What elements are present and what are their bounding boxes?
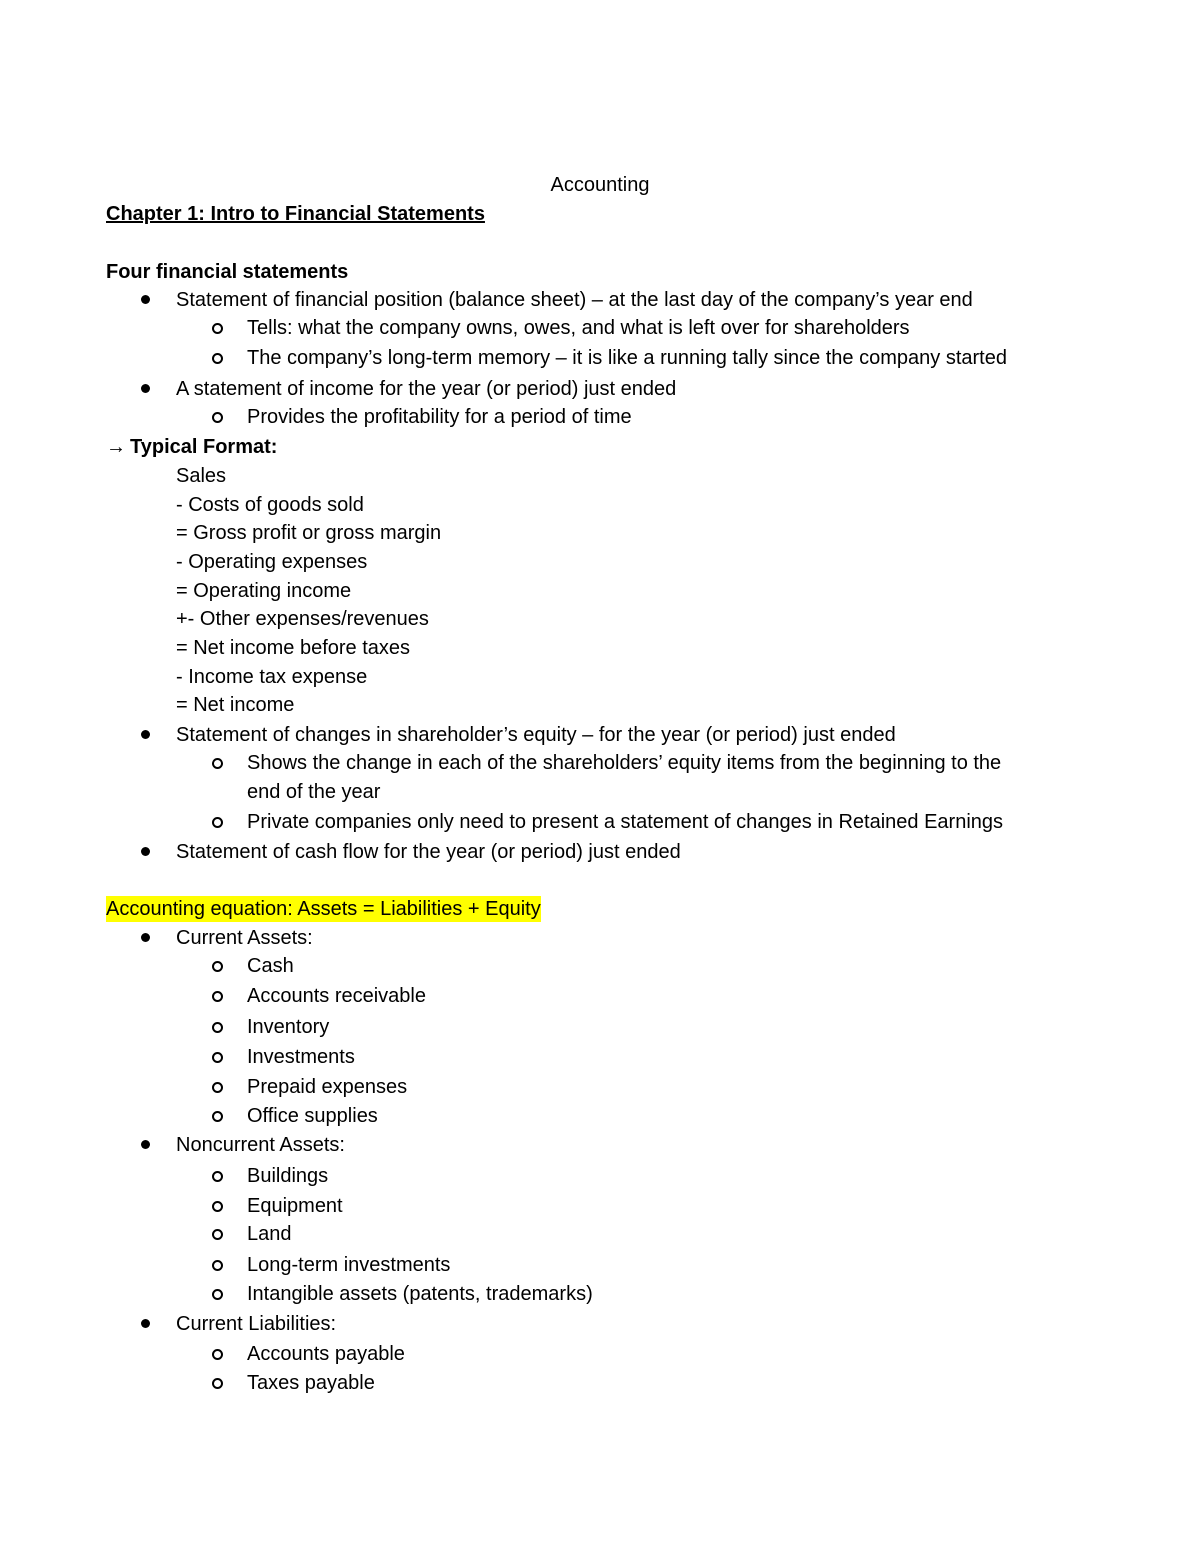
circle-bullet-icon	[212, 1111, 223, 1122]
circle-bullet-icon	[212, 1260, 223, 1271]
list-item: The company’s long-term memory – it is like a running tally since the company started	[247, 347, 1007, 369]
format-line: Sales	[176, 465, 227, 487]
current-liabilities-label: Current Liabilities:	[176, 1313, 337, 1335]
bullet-icon	[141, 847, 150, 856]
list-item: Equipment	[247, 1195, 343, 1217]
bullet-icon	[141, 1319, 150, 1328]
circle-bullet-icon	[212, 817, 223, 828]
format-line: +- Other expenses/revenues	[176, 608, 429, 630]
circle-bullet-icon	[212, 991, 223, 1002]
list-item: Statement of cash flow for the year (or period) just ended	[176, 841, 681, 863]
circle-bullet-icon	[212, 758, 223, 769]
bullet-icon	[141, 933, 150, 942]
list-item: Taxes payable	[247, 1372, 375, 1394]
circle-bullet-icon	[212, 1289, 223, 1300]
bullet-icon	[141, 1140, 150, 1149]
equation-heading: Accounting equation: Assets = Liabilities + Equity	[106, 898, 541, 920]
circle-bullet-icon	[212, 1082, 223, 1093]
circle-bullet-icon	[212, 1378, 223, 1389]
list-item: Cash	[247, 955, 294, 977]
list-item: Land	[247, 1223, 292, 1245]
format-line: - Income tax expense	[176, 666, 368, 688]
list-item: Buildings	[247, 1165, 329, 1187]
list-item: Provides the profitability for a period of time	[247, 406, 632, 428]
document-title: Accounting	[550, 174, 650, 196]
noncurrent-assets-label: Noncurrent Assets:	[176, 1134, 345, 1156]
chapter-heading: Chapter 1: Intro to Financial Statements	[106, 203, 485, 225]
circle-bullet-icon	[212, 353, 223, 364]
circle-bullet-icon	[212, 412, 223, 423]
circle-bullet-icon	[212, 1052, 223, 1063]
list-item: Intangible assets (patents, trademarks)	[247, 1283, 593, 1305]
bullet-icon	[141, 295, 150, 304]
list-item: Accounts payable	[247, 1343, 405, 1365]
list-item-continuation: end of the year	[247, 781, 381, 803]
circle-bullet-icon	[212, 1229, 223, 1240]
format-line: = Net income	[176, 694, 295, 716]
list-item: Statement of financial position (balance sheet) – at the last day of the company’s year end	[176, 289, 973, 311]
list-item: Statement of changes in shareholder’s equity – for the year (or period) just ended	[176, 724, 896, 746]
list-item: Investments	[247, 1046, 355, 1068]
section-heading: Four financial statements	[106, 261, 349, 283]
format-line: = Gross profit or gross margin	[176, 522, 442, 544]
format-line: = Net income before taxes	[176, 637, 411, 659]
circle-bullet-icon	[212, 1349, 223, 1360]
list-item: Accounts receivable	[247, 985, 426, 1007]
bullet-icon	[141, 730, 150, 739]
list-item: A statement of income for the year (or period) just ended	[176, 378, 677, 400]
current-assets-label: Current Assets:	[176, 927, 313, 949]
circle-bullet-icon	[212, 1201, 223, 1212]
format-line: = Operating income	[176, 580, 352, 602]
bullet-icon	[141, 384, 150, 393]
circle-bullet-icon	[212, 1022, 223, 1033]
list-item: Shows the change in each of the shareholders’ equity items from the beginning to the	[247, 752, 1002, 774]
format-line: - Operating expenses	[176, 551, 368, 573]
list-item: Office supplies	[247, 1105, 378, 1127]
typical-format-heading	[106, 434, 277, 460]
circle-bullet-icon	[212, 323, 223, 334]
format-line: - Costs of goods sold	[176, 494, 364, 516]
typical-format-label: Typical Format:	[130, 436, 278, 458]
circle-bullet-icon	[212, 1171, 223, 1182]
list-item: Inventory	[247, 1016, 330, 1038]
list-item: Tells: what the company owns, owes, and what is left over for shareholders	[247, 317, 910, 339]
list-item: Long-term investments	[247, 1254, 451, 1276]
circle-bullet-icon	[212, 961, 223, 972]
list-item: Private companies only need to present a statement of changes in Retained Earnings	[247, 811, 1004, 833]
list-item: Prepaid expenses	[247, 1076, 408, 1098]
arrow-right-icon: →	[106, 436, 126, 458]
